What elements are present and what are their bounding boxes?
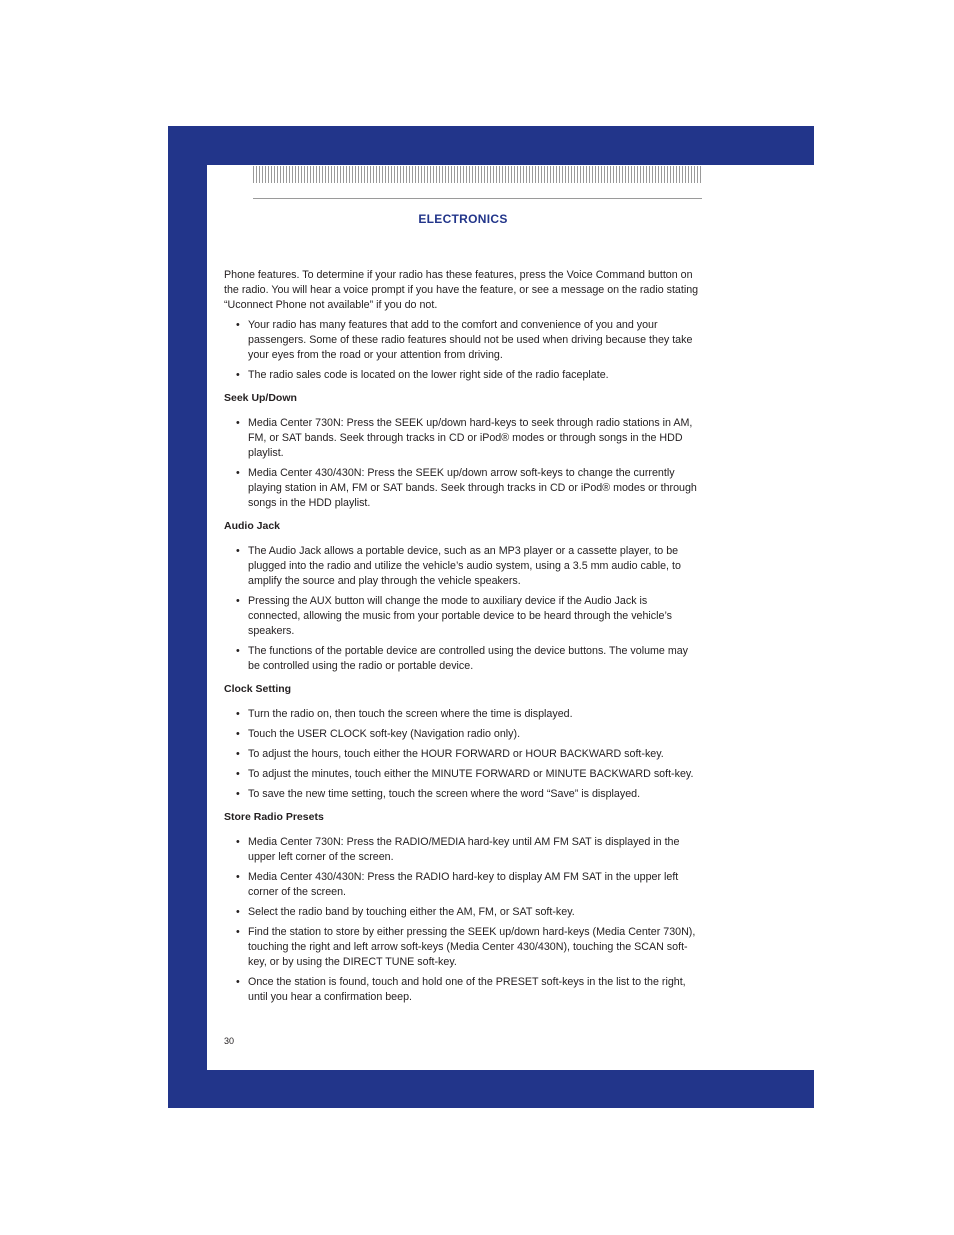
list-item: • Media Center 730N: Press the SEEK up/down hard-keys to seek through radio stations in AM, FM, or SAT bands. Seek through tracks in CD or iPod® modes or through songs in the HDD playlist. (236, 417, 693, 459)
bullet-icon: • (236, 417, 240, 429)
list-item: • The Audio Jack allows a portable device, such as an MP3 player or a cassette player, to be plugged into the radio and utilize the vehicle’s audio system, using a 3.5 mm audio cable, to amplify the source and play through the vehicle speakers. (236, 545, 681, 587)
list-item: • Media Center 730N: Press the RADIO/MEDIA hard-key until AM FM SAT is displayed in the upper left corner of the screen. (236, 836, 680, 863)
bullet-icon: • (236, 748, 240, 760)
list-item: • To adjust the minutes, touch either the MINUTE FORWARD or MINUTE BACKWARD soft-key. (236, 768, 694, 780)
list-item: • Touch the USER CLOCK soft-key (Navigation radio only). (236, 728, 521, 740)
bullet-icon: • (236, 319, 240, 331)
bullet-icon: • (236, 836, 240, 848)
list-item: • Your radio has many features that add to the comfort and convenience of you and your passengers. Some of these radio features should not be used when driving because they take your eyes from the road or your attention from driving. (236, 319, 693, 361)
list-item: • Turn the radio on, then touch the screen where the time is displayed. (236, 708, 573, 720)
list-item: • Once the station is found, touch and hold one of the PRESET soft-keys in the list to the right, until you hear a confirmation beep. (236, 976, 686, 1003)
bullet-icon: • (236, 728, 240, 740)
page-number: 30 (224, 1036, 235, 1046)
bullet-icon: • (236, 708, 240, 720)
bullet-icon: • (236, 871, 240, 883)
list-item: • To adjust the hours, touch either the HOUR FORWARD or HOUR BACKWARD soft-key. (236, 748, 664, 760)
section-heading-presets: Store Radio Presets (224, 811, 324, 823)
intro-bullet-list (224, 318, 702, 383)
header-rule (253, 198, 702, 199)
bullet-icon: • (236, 467, 240, 479)
list-item: • Find the station to store by either pressing the SEEK up/down hard-keys (Media Center 730N), touching the right and left arrow soft-keys (Media Center 430/430N), touching the SCAN soft-key, or by using the DIRECT TUNE soft-key. (236, 926, 696, 968)
header-tick-pattern (253, 166, 703, 183)
section-heading-audio-jack: Audio Jack (224, 520, 281, 532)
list-item: • Pressing the AUX button will change the mode to auxiliary device if the Audio Jack is connected, allowing the music from your portable device to be heard through the vehicle’s speakers. (236, 595, 672, 637)
seek-bullet-list (224, 416, 702, 511)
bullet-icon: • (236, 768, 240, 780)
clock-bullet-list (224, 707, 702, 802)
list-item: • Select the radio band by touching either the AM, FM, or SAT soft-key. (236, 906, 575, 918)
page-content (224, 268, 702, 1010)
presets-bullet-list (224, 835, 702, 1005)
bullet-icon: • (236, 788, 240, 800)
list-item: • Media Center 430/430N: Press the RADIO hard-key to display AM FM SAT in the upper left corner of the screen. (236, 871, 679, 898)
list-item: • To save the new time setting, touch the screen where the word “Save” is displayed. (236, 788, 641, 800)
list-item: • Media Center 430/430N: Press the SEEK up/down arrow soft-keys to change the currently playing station in AM, FM or SAT bands. Seek through tracks in CD or iPod® modes or through songs in the HDD playlist. (236, 467, 697, 509)
bullet-icon: • (236, 369, 240, 381)
audio-jack-bullet-list (224, 544, 702, 674)
section-heading-seek: Seek Up/Down (224, 392, 297, 404)
page-frame-bottom (168, 1070, 814, 1108)
section-title: ELECTRONICS (418, 212, 508, 226)
page-frame-top (168, 126, 814, 165)
bullet-icon: • (236, 976, 240, 988)
bullet-icon: • (236, 545, 240, 557)
page-frame-left (168, 126, 207, 1108)
intro-paragraph: Phone features. To determine if your radio has these features, press the Voice Command button on the radio. You will hear a voice prompt if you have the feature, or see a message on the radio stating “Uconnect Phone not available” if you do not. (224, 269, 699, 311)
bullet-icon: • (236, 595, 240, 607)
bullet-icon: • (236, 906, 240, 918)
bullet-icon: • (236, 645, 240, 657)
list-item: • The functions of the portable device are controlled using the device buttons. The volume may be controlled using the radio or portable device. (236, 645, 689, 672)
list-item: • The radio sales code is located on the lower right side of the radio faceplate. (236, 369, 609, 381)
bullet-icon: • (236, 926, 240, 938)
section-heading-clock: Clock Setting (224, 683, 292, 695)
